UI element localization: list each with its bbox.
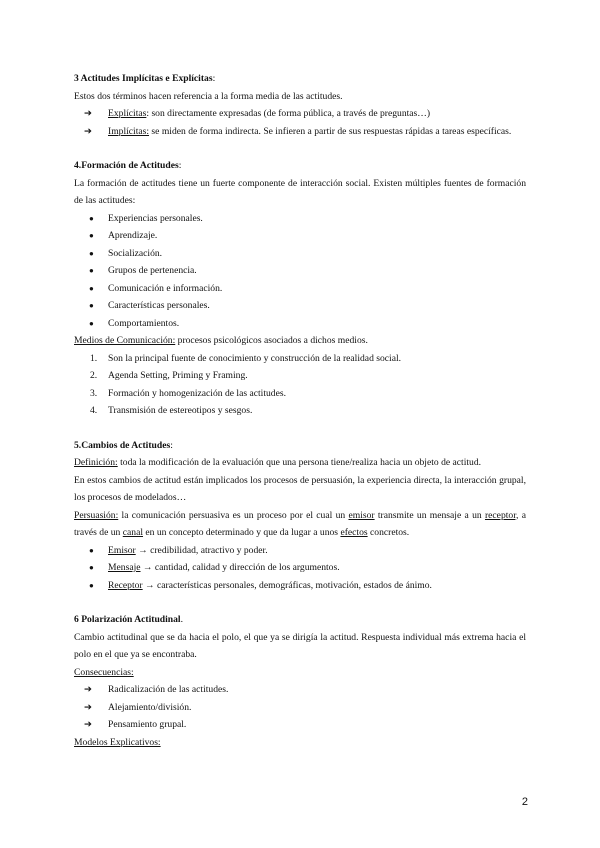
section-5-title: 5.Cambios de Actitudes [74,439,171,451]
bullet-text: Aprendizaje. [108,230,158,241]
bullet-text: Comportamientos. [108,317,180,329]
persuasion-paragraph [74,507,526,542]
term-emisor-bullet: Emisor [108,544,136,556]
item-text: Alejamiento/división. [108,701,192,713]
item-text: : son directamente expresadas (de forma pública, a través de preguntas…) [146,108,431,119]
section-6-paragraph: Cambio actitudinal que se da hacia el polo, el que ya se dirigía la actitud. Respuesta individual más extrema hacia el polo en el que ya se encontraba. [74,631,526,660]
definition-label: Definición: [74,457,118,468]
section-4-title: 4.Formación de Actitudes [74,160,179,171]
term-mensaje-bullet: Mensaje [108,562,141,573]
term-receptor-bullet: Receptor [108,579,143,591]
term-implicitas: Implícitas: [108,125,150,137]
list-item [74,542,526,560]
list-item [74,280,526,298]
list-item [74,559,526,577]
section-6-title-suffix: . [180,614,184,625]
bullet-icon: ● [89,301,94,310]
item-text: Radicalización de las actitudes. [108,684,229,695]
bullet-text: → credibilidad, atractivo y poder. [135,544,268,556]
media-text: procesos psicológicos asociados a dichos medios. [175,335,368,346]
models-label: Modelos Explicativos: [74,736,161,748]
list-item [74,105,526,123]
bullet-icon: ● [89,318,94,328]
media-label: Medios de Comunicación: [74,335,176,346]
item-text: Formación y homogenización de las actitudes. [108,387,286,399]
section-3-title: 3 Actitudes Implícitas e Explícitas [74,73,213,84]
section-4-heading [74,157,526,175]
list-item [74,297,526,315]
term-efectos: efectos [340,527,368,538]
bullet-text: → características personales, demográficas, motivación, estados de ánimo. [142,579,432,591]
document-page [74,70,526,751]
bullet-text: Grupos de pertenencia. [108,265,197,276]
section-5-title-suffix: : [170,439,173,451]
arrow-icon: ➔ [84,719,93,730]
arrow-icon: ➔ [84,701,93,713]
persuasion-label: Persuasión: [74,509,119,521]
numbered-item [74,367,526,385]
section-5-heading [74,437,526,455]
list-item [74,681,526,699]
item-number: 3. [90,387,98,399]
bullet-icon: ● [89,213,94,223]
term-receptor: receptor, [484,509,519,521]
bullet-icon: ● [89,248,94,258]
consequences-label: Consecuencias: [74,666,134,678]
list-item [74,699,526,717]
bullet-icon: ● [89,563,94,572]
persuasion-text: en un concepto determinado y que da lugar a unos [143,527,341,538]
item-text: Son la principal fuente de conocimiento y construcción de la realidad social. [108,352,402,364]
section-3-heading [74,70,526,88]
list-item [74,227,526,245]
list-item [74,262,526,280]
section-4-title-suffix: : [178,160,182,171]
item-text: Pensamiento grupal. [108,719,187,730]
bullet-icon: ● [89,231,94,240]
term-canal: canal [122,527,144,538]
section-3-title-suffix: : [212,73,216,84]
item-number: 4. [90,405,98,416]
section-4-intro: La formación de actitudes tiene un fuerte componente de interacción social. Existen múltiples fuentes de formación de las actitudes: [74,177,526,206]
bullet-text: Comunicación e información. [108,282,223,294]
bullet-icon: ● [89,580,94,590]
bullet-text: Experiencias personales. [108,212,203,224]
list-item [74,210,526,228]
item-text: se miden de forma indirecta. Se infieren a partir de sus respuestas rápidas a tareas específicas. [149,125,512,137]
bullet-icon: ● [89,283,94,293]
item-text: Agenda Setting, Priming y Framing. [108,370,248,381]
definition-line [74,454,526,472]
numbered-item [74,350,526,368]
item-number: 1. [90,352,98,364]
list-item [74,245,526,263]
list-item [74,716,526,734]
persuasion-text: la comunicación persuasiva es un proceso por el cual un [118,509,349,521]
numbered-item [74,402,526,420]
arrow-icon: ➔ [84,684,93,695]
persuasion-text: transmite un mensaje a un [374,509,485,521]
bullet-text: Características personales. [108,300,210,311]
item-number: 2. [90,370,98,381]
term-emisor: emisor [348,509,375,521]
bullet-text: → cantidad, calidad y dirección de los argumentos. [140,562,340,573]
bullet-icon: ● [89,266,94,275]
term-explicitas: Explícitas [108,108,147,119]
media-line [74,332,526,350]
page-number: 2 [521,796,528,808]
persuasion-text: concretos. [367,527,410,538]
bullet-text: Socialización. [108,247,163,259]
definition-text: toda la modificación de la evaluación que una persona tiene/realiza hacia un objeto de actitud. [117,457,482,468]
section-3-intro: Estos dos términos hacen referencia a la forma media de las actitudes. [74,90,343,102]
section-5-paragraph: En estos cambios de actitud están implicados los procesos de persuasión, la experiencia directa, la interacción grupal, los procesos de modelados… [74,474,526,503]
numbered-item [74,385,526,403]
list-item [74,577,526,595]
persuasion-text: a través de un [74,509,526,538]
list-item [74,123,526,141]
arrow-icon: ➔ [84,108,93,119]
bullet-icon: ● [89,545,94,555]
arrow-icon: ➔ [84,125,93,137]
section-6-title: 6 Polarización Actitudinal [74,614,181,625]
section-6-heading [74,611,526,629]
list-item [74,315,526,333]
item-text: Transmisión de estereotipos y sesgos. [108,405,253,416]
